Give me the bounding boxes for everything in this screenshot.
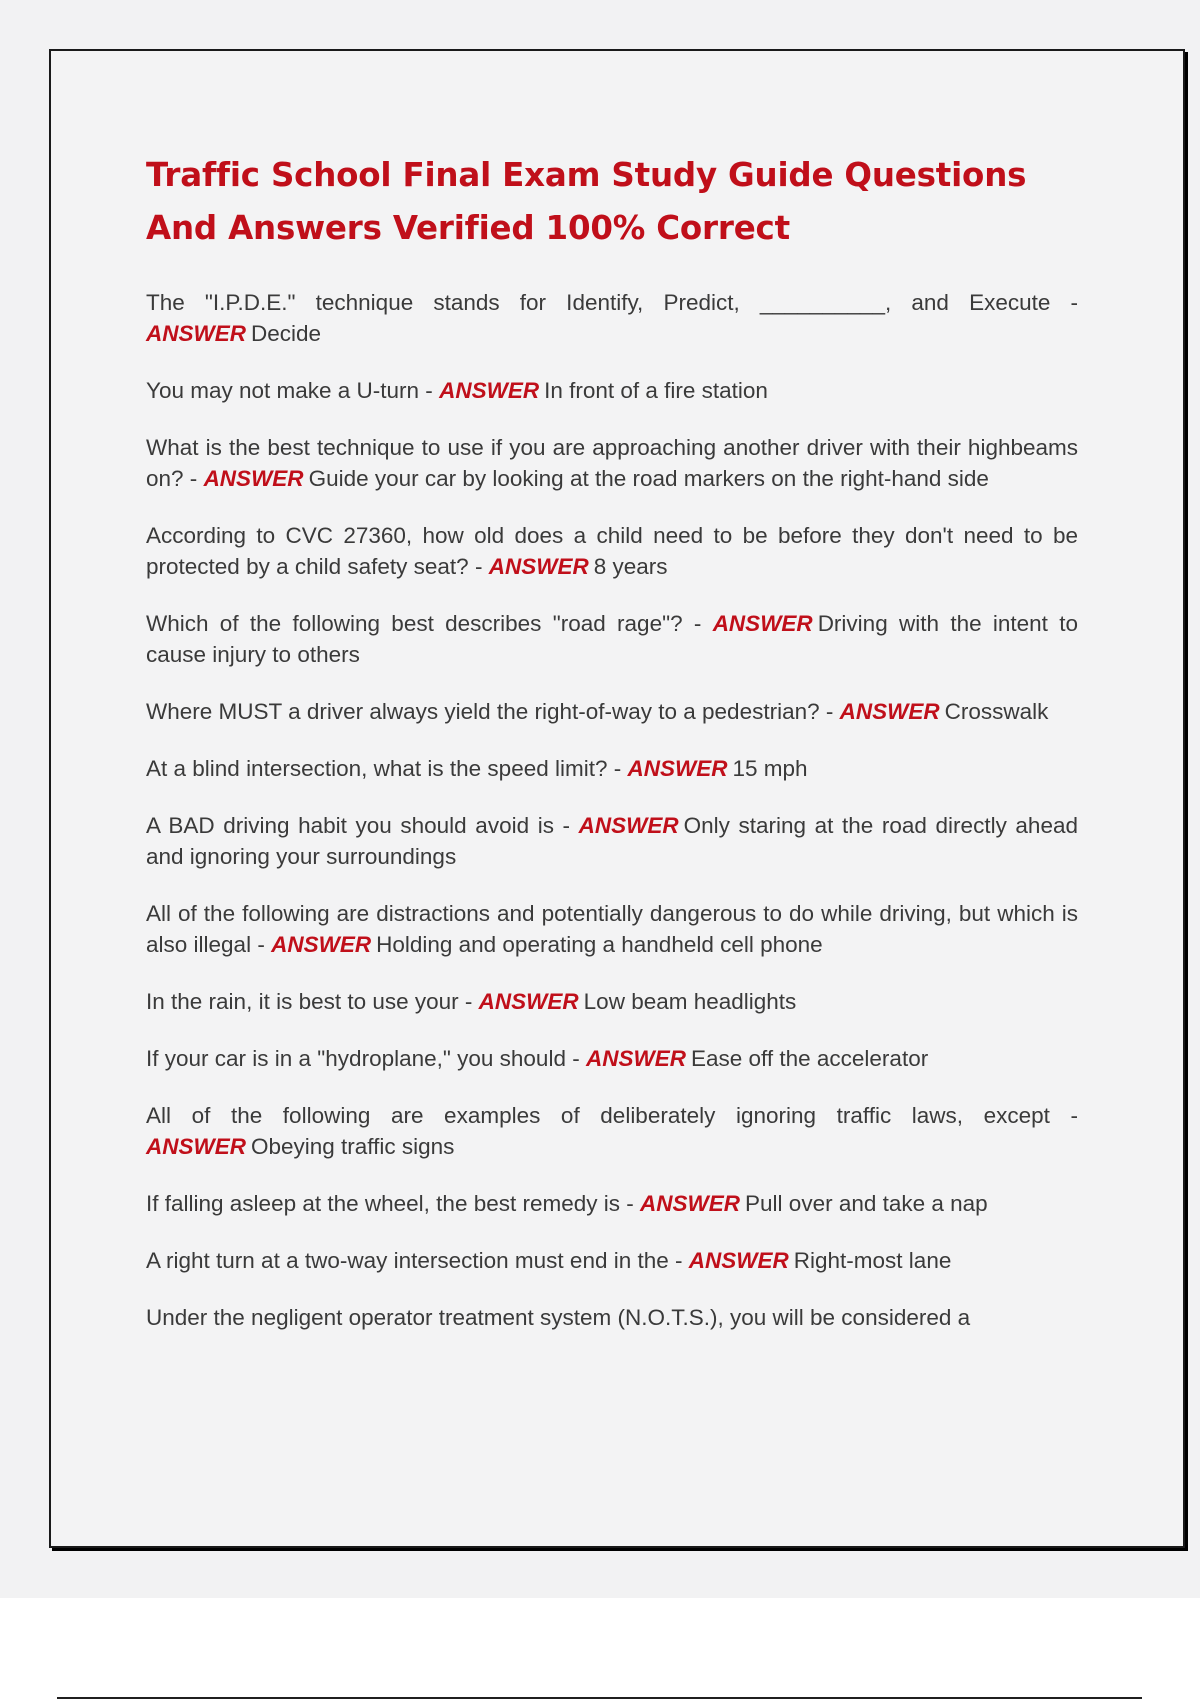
- question-text: You may not make a U-turn -: [146, 378, 433, 403]
- qa-item: [146, 432, 1078, 494]
- qa-item: [146, 1043, 1078, 1074]
- answer-label: ANSWER: [627, 756, 728, 781]
- answer-text: Low beam headlights: [583, 989, 797, 1014]
- answer-label: ANSWER: [146, 1134, 246, 1159]
- footer-divider: [57, 1697, 1142, 1699]
- question-text: Which of the following best describes "road rage"? -: [146, 611, 702, 636]
- answer-text: Driving with the intent to cause injury to others: [146, 611, 1078, 667]
- qa-item: [146, 810, 1078, 872]
- document-page: [49, 49, 1185, 1548]
- answer-label: ANSWER: [585, 1046, 686, 1071]
- qa-item: [146, 287, 1078, 349]
- answer-text: Decide: [251, 321, 322, 346]
- answer-text: 8 years: [593, 554, 668, 579]
- qa-item: [146, 898, 1078, 960]
- answer-label: ANSWER: [839, 699, 940, 724]
- answer-text: Holding and operating a handheld cell phone: [376, 932, 823, 957]
- answer-text: Ease off the accelerator: [690, 1046, 929, 1071]
- answer-text: Guide your car by looking at the road markers on the right-hand side: [308, 466, 989, 491]
- answer-text: In front of a fire station: [544, 378, 768, 403]
- question-text: All of the following are distractions and potentially dangerous to do while driving, but which is also illegal -: [146, 901, 1078, 957]
- trailing-question: Under the negligent operator treatment system (N.O.T.S.), you will be considered a: [146, 1305, 971, 1330]
- question-text: The "I.P.D.E." technique stands for Identify, Predict, __________, and Execute -: [146, 290, 1078, 315]
- answer-text: Right-most lane: [793, 1248, 952, 1273]
- answer-label: ANSWER: [640, 1191, 741, 1216]
- question-text: All of the following are examples of deliberately ignoring traffic laws, except -: [146, 1103, 1078, 1128]
- answer-text: Pull over and take a nap: [745, 1191, 988, 1216]
- answer-label: ANSWER: [688, 1248, 789, 1273]
- qa-item: [146, 1188, 1078, 1219]
- answer-text: Crosswalk: [944, 699, 1049, 724]
- answer-text: Obeying traffic signs: [251, 1134, 455, 1159]
- question-text: If your car is in a "hydroplane," you should -: [146, 1046, 580, 1071]
- qa-item: [146, 1100, 1078, 1162]
- question-text: What is the best technique to use if you are approaching another driver with their highbeams on? -: [146, 435, 1078, 491]
- qa-item: [146, 375, 1078, 406]
- question-text: In the rain, it is best to use your -: [146, 989, 473, 1014]
- answer-label: ANSWER: [439, 378, 540, 403]
- qa-item: [146, 608, 1078, 670]
- answer-text: 15 mph: [732, 756, 808, 781]
- qa-item: [146, 753, 1078, 784]
- question-text: Where MUST a driver always yield the right-of-way to a pedestrian? -: [146, 699, 834, 724]
- question-text: According to CVC 27360, how old does a child need to be before they don't need to be protected by a child safety seat? -: [146, 523, 1078, 579]
- qa-item: [146, 520, 1078, 582]
- document-title: Traffic School Final Exam Study Guide Questions And Answers Verified 100% Correct: [146, 156, 1027, 247]
- answer-label: ANSWER: [146, 321, 246, 346]
- question-text: A BAD driving habit you should avoid is -: [146, 813, 571, 838]
- answer-label: ANSWER: [578, 813, 679, 838]
- answer-label: ANSWER: [488, 554, 589, 579]
- answer-label: ANSWER: [478, 989, 579, 1014]
- page-content: [146, 149, 1078, 1359]
- answer-label: ANSWER: [271, 932, 372, 957]
- question-text: At a blind intersection, what is the speed limit? -: [146, 756, 622, 781]
- answer-text: Only staring at the road directly ahead and ignoring your surroundings: [146, 813, 1078, 869]
- qa-list: [146, 287, 1078, 1333]
- qa-item: [146, 696, 1078, 727]
- answer-label: ANSWER: [712, 611, 813, 636]
- question-text: If falling asleep at the wheel, the best remedy is -: [146, 1191, 634, 1216]
- answer-label: ANSWER: [203, 466, 304, 491]
- qa-item: [146, 1245, 1078, 1276]
- question-text: A right turn at a two-way intersection must end in the -: [146, 1248, 683, 1273]
- qa-item: [146, 986, 1078, 1017]
